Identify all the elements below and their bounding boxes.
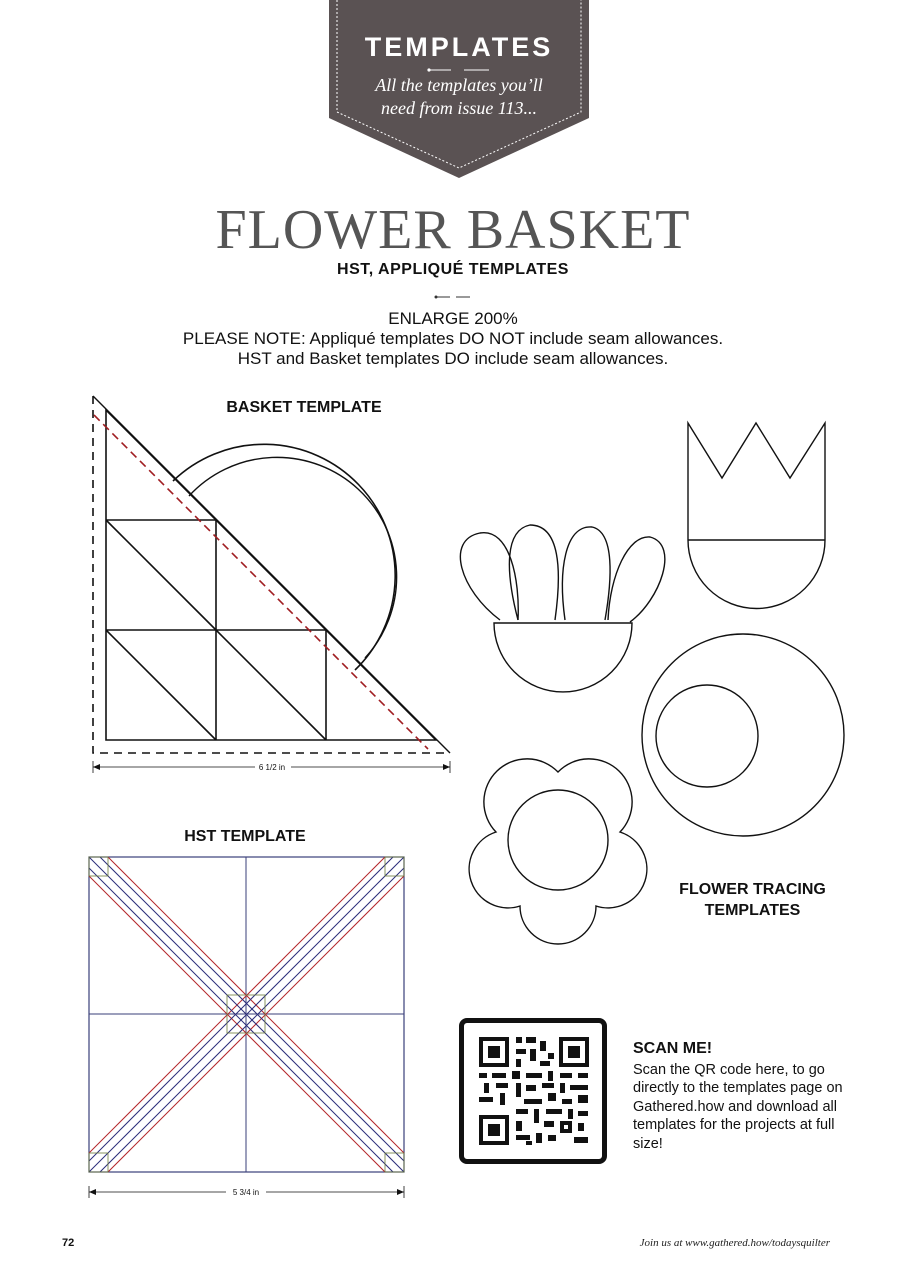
- page-title: FLOWER BASKET: [215, 199, 691, 261]
- petal-flower-bowl: [494, 623, 632, 692]
- hst-dimension: [89, 1186, 404, 1198]
- page-number: 72: [62, 1237, 75, 1249]
- flower-templates: [460, 423, 844, 944]
- basket-template: [93, 396, 450, 753]
- banner-subtitle-line-1: All the templates you’ll: [375, 75, 543, 95]
- basket-cut-line: [94, 415, 428, 749]
- basket-template-label: BASKET TEMPLATE: [226, 399, 382, 416]
- scallop-flower-template: [469, 759, 647, 944]
- note-hst: HST and Basket templates DO include seam allowances.: [237, 349, 669, 368]
- note-applique: PLEASE NOTE: Appliqué templates DO NOT include seam allowances.: [182, 329, 724, 348]
- hst-template: [89, 857, 404, 1172]
- qr-instructions: [633, 1040, 863, 1153]
- basket-handle-outer: [173, 444, 395, 670]
- qr-title: SCAN ME!: [633, 1040, 713, 1057]
- circle-outer-template: [642, 634, 844, 836]
- banner-title: TEMPLATES: [364, 32, 554, 62]
- flower-label-line-2: TEMPLATES: [704, 902, 801, 919]
- basket-triangle: [106, 410, 436, 740]
- petal-flower-template: [460, 525, 664, 692]
- basket-handle-inner: [189, 457, 397, 658]
- qr-text: Scan the QR code here, to go directly to the templates page on Gathered.how and download all templates for the projects at full size!: [633, 1061, 843, 1152]
- qr-code-icon: [464, 1023, 602, 1159]
- hst-template-label: HST TEMPLATE: [184, 828, 306, 845]
- footer-link[interactable]: Join us at www.gathered.how/todaysquilter: [639, 1237, 830, 1249]
- note-enlarge: ENLARGE 200%: [388, 309, 518, 328]
- basket-dimension-text: 6 1/2 in: [258, 763, 286, 772]
- hst-dimension-text: 5 3/4 in: [232, 1188, 260, 1197]
- petal-2: [509, 525, 558, 620]
- tulip-template: [688, 423, 825, 608]
- circle-inner-template: [656, 685, 758, 787]
- qr-code[interactable]: [459, 1018, 607, 1164]
- flower-label-line-1: FLOWER TRACING: [679, 881, 826, 898]
- scallop-flower-center: [508, 790, 608, 890]
- basket-dimension: [93, 761, 450, 773]
- banner-subtitle-line-2: need from issue 113...: [381, 98, 537, 118]
- petal-4: [608, 537, 665, 622]
- petal-3: [562, 527, 610, 620]
- page-subtitle: HST, APPLIQUÉ TEMPLATES: [337, 261, 569, 278]
